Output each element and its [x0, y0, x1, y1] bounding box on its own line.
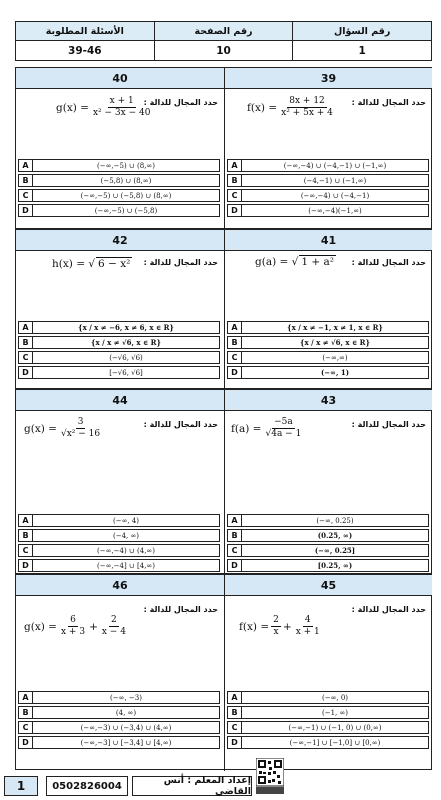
option-text: (−∞, 4): [112, 516, 140, 525]
option-a[interactable]: [227, 159, 429, 172]
options-list: [227, 691, 429, 751]
function-expression: [24, 417, 104, 440]
fraction: [59, 417, 102, 440]
question-number: 44: [16, 390, 224, 411]
option-a[interactable]: [18, 514, 220, 527]
option-text: [−√6, √6]: [109, 368, 143, 377]
option-letter: B: [228, 530, 242, 541]
option-text: (−4,−1) ∪ (−1,∞): [303, 176, 367, 185]
question-prompt: حدد المجال للدالة :: [143, 258, 218, 267]
function-name: f(x) =: [247, 101, 278, 114]
question-40: [16, 68, 224, 228]
fraction: [100, 615, 128, 638]
option-letter: A: [19, 160, 33, 171]
option-text: (−∞,−3] ∪ [−3,4] ∪ [4,∞): [80, 738, 172, 747]
option-letter: A: [19, 322, 33, 333]
option-letter: D: [228, 367, 242, 378]
option-letter: C: [19, 722, 33, 733]
option-text: (−∞,−1) ∪ (−1, 0) ∪ (0,∞): [288, 723, 382, 732]
option-text: (−∞,−4) ∪ (4,∞): [97, 546, 155, 555]
denominator: x: [273, 627, 279, 637]
option-text: (−∞,−4) ∪ (−4,−1): [300, 191, 370, 200]
options-list: [227, 321, 429, 381]
fraction: [294, 615, 322, 638]
option-d[interactable]: [18, 204, 220, 217]
function-name: g(x) =: [24, 422, 57, 435]
qr-code-icon: [256, 758, 284, 794]
question-number: 40: [16, 68, 224, 89]
fraction: [263, 417, 303, 440]
option-text: (−∞, 0): [321, 693, 349, 702]
option-letter: D: [19, 737, 33, 748]
denominator: x + 3: [60, 627, 86, 637]
option-c[interactable]: [18, 351, 220, 364]
option-a[interactable]: [18, 159, 220, 172]
option-d[interactable]: [18, 736, 220, 749]
option-c[interactable]: [18, 189, 220, 202]
options-list: [18, 691, 220, 751]
option-a[interactable]: [227, 514, 429, 527]
numerator: 6: [70, 615, 76, 625]
option-text: (−∞,−4)(−1,∞): [308, 206, 362, 215]
function-name: g(x) =: [56, 101, 89, 114]
option-letter: A: [228, 515, 242, 526]
radicand: 6 − x²: [98, 258, 131, 270]
fraction: [271, 615, 281, 638]
option-text: (−∞,−1] ∪ [−1,0] ∪ [0,∞): [289, 738, 381, 747]
option-a[interactable]: [18, 691, 220, 704]
option-text: {x / x ≠ −6, x ≠ 6, x ∈ R}: [78, 323, 174, 332]
function-expression: [56, 96, 154, 119]
option-text: (−1, ∞): [321, 708, 349, 717]
header-value: 1: [358, 44, 366, 57]
question-39: [224, 68, 432, 228]
option-text: (−∞,−5) ∪ (−5,8): [94, 206, 158, 215]
option-letter: B: [19, 530, 33, 541]
option-d[interactable]: [227, 559, 429, 572]
question-number: 46: [16, 575, 224, 596]
function-expression: [255, 255, 336, 268]
option-text: (−∞, 0.25]: [314, 546, 356, 555]
option-letter: A: [228, 322, 242, 333]
question-46: [16, 575, 224, 771]
denominator: x − 4: [101, 627, 126, 637]
plus-sign: +: [89, 620, 98, 633]
option-text: (−∞,−5) ∪ (−5,8) ∪ (8,∞): [80, 191, 172, 200]
function-name: h(x) =: [52, 257, 86, 270]
option-letter: D: [228, 205, 242, 216]
denominator: √x² − 16: [60, 429, 101, 439]
option-letter: C: [19, 190, 33, 201]
questions-grid: [15, 67, 432, 770]
denominator: √4a − 1: [265, 429, 302, 439]
option-letter: B: [19, 707, 33, 718]
option-b[interactable]: [227, 706, 429, 719]
numerator: 8x + 12: [289, 96, 325, 106]
question-prompt: حدد المجال للدالة :: [351, 605, 426, 614]
denominator: x² − 3x − 40: [92, 108, 151, 118]
option-text: {x / x ≠ −1, x ≠ 1, x ∈ R}: [287, 323, 383, 332]
option-text: (−∞,−4) ∪ (−4,−1) ∪ (−1,∞): [283, 161, 387, 170]
question-prompt: حدد المجال للدالة :: [143, 605, 218, 614]
phone-number: 0502826004: [46, 776, 128, 796]
footer: [4, 776, 436, 796]
option-letter: A: [19, 692, 33, 703]
option-letter: D: [19, 367, 33, 378]
option-d[interactable]: [18, 366, 220, 379]
option-text: (−∞,−5) ∪ (8,∞): [97, 161, 155, 170]
option-b[interactable]: [18, 706, 220, 719]
option-letter: A: [19, 515, 33, 526]
option-b[interactable]: [227, 529, 429, 542]
option-text: {x / x ≠ √6, x ∈ R}: [91, 338, 161, 347]
option-text: [0.25, ∞): [317, 561, 353, 570]
option-b[interactable]: [18, 336, 220, 349]
option-b[interactable]: [227, 336, 429, 349]
header-page-number: [154, 22, 293, 60]
header-question-number: [292, 22, 431, 60]
denominator: x² + 5x + 4: [281, 108, 333, 118]
function-expression: [24, 615, 130, 638]
numerator: 2: [273, 615, 279, 625]
function-name: f(x) =: [239, 620, 270, 633]
option-text: (−5,8) ∪ (8,∞): [100, 176, 152, 185]
question-41: [224, 230, 432, 388]
teacher-credit: إعداد المعلم : أنس القاضي: [132, 776, 252, 796]
plus-sign: +: [282, 620, 292, 633]
question-42: [16, 230, 224, 388]
option-text: (−∞, 1): [320, 368, 350, 377]
question-prompt: حدد المجال للدالة :: [351, 98, 426, 107]
fraction: [59, 615, 87, 638]
option-letter: C: [228, 545, 242, 556]
option-a[interactable]: [18, 321, 220, 334]
option-letter: B: [228, 707, 242, 718]
header-value: 10: [216, 44, 231, 57]
option-d[interactable]: [227, 736, 429, 749]
option-text: (−∞,∞): [322, 353, 348, 362]
page-number: 1: [4, 776, 38, 796]
option-c[interactable]: [18, 721, 220, 734]
option-text: (−∞,−4] ∪ [4,∞): [97, 561, 155, 570]
option-c[interactable]: [18, 544, 220, 557]
option-text: (−4, ∞): [112, 531, 140, 540]
question-44: [16, 390, 224, 573]
numerator: −5a: [274, 417, 293, 427]
numerator: 4: [304, 615, 311, 625]
option-letter: D: [19, 560, 33, 571]
header-table: [15, 21, 432, 61]
option-letter: C: [228, 722, 242, 733]
option-d[interactable]: [18, 559, 220, 572]
option-text: {x / x ≠ √6, x ∈ R}: [300, 338, 370, 347]
option-c[interactable]: [227, 721, 429, 734]
function-name: g(a) =: [255, 255, 289, 268]
radicand: 1 + a²: [301, 256, 334, 268]
question-prompt: حدد المجال للدالة :: [351, 420, 426, 429]
option-letter: D: [228, 737, 242, 748]
radical-sign: √: [288, 255, 299, 268]
function-name: f(a) =: [231, 422, 262, 435]
function-name: g(x) =: [24, 620, 57, 633]
option-a[interactable]: [227, 691, 429, 704]
radical-sign: √: [85, 257, 96, 270]
options-list: [18, 321, 220, 381]
function-expression: [52, 257, 132, 270]
option-letter: D: [228, 560, 242, 571]
question-number: 43: [225, 390, 432, 411]
option-d[interactable]: [227, 204, 429, 217]
header-title: رقم الصفحة: [155, 22, 293, 41]
option-text: (4, ∞): [115, 708, 137, 717]
question-prompt: حدد المجال للدالة :: [143, 98, 218, 107]
option-d[interactable]: [227, 366, 429, 379]
question-43: [224, 390, 432, 573]
option-c[interactable]: [227, 351, 429, 364]
option-letter: C: [228, 352, 242, 363]
fraction: [279, 96, 335, 119]
option-text: (−∞, 0.25): [316, 516, 354, 525]
denominator: x + 1: [295, 627, 320, 637]
option-letter: A: [228, 692, 242, 703]
question-number: 42: [16, 230, 224, 251]
option-letter: C: [228, 190, 242, 201]
numerator: x + 1: [109, 96, 134, 106]
option-a[interactable]: [227, 321, 429, 334]
header-required-questions: [16, 22, 154, 60]
option-c[interactable]: [227, 544, 429, 557]
question-number: 39: [225, 68, 432, 89]
option-letter: A: [228, 160, 242, 171]
question-number: 45: [225, 575, 432, 596]
option-letter: B: [228, 337, 242, 348]
header-title: رقم السؤال: [293, 22, 431, 41]
option-letter: C: [19, 545, 33, 556]
header-value: 39-46: [68, 44, 102, 57]
option-text: (−√6, √6): [109, 353, 143, 362]
fraction: [91, 96, 152, 119]
options-list: [227, 514, 429, 574]
function-expression: [247, 96, 337, 119]
option-text: (−∞,−3) ∪ (−3,4) ∪ (4,∞): [80, 723, 172, 732]
option-text: (0.25, ∞): [317, 531, 353, 540]
option-letter: D: [19, 205, 33, 216]
header-title: الأسئلة المطلوبة: [16, 22, 154, 41]
options-list: [18, 514, 220, 574]
option-letter: B: [228, 175, 242, 186]
option-c[interactable]: [227, 189, 429, 202]
function-expression: [239, 615, 324, 638]
option-b[interactable]: [227, 174, 429, 187]
question-number: 41: [225, 230, 432, 251]
option-letter: B: [19, 337, 33, 348]
option-text: (−∞, −3): [110, 693, 142, 702]
option-b[interactable]: [18, 529, 220, 542]
question-prompt: حدد المجال للدالة :: [351, 258, 426, 267]
options-list: [227, 159, 429, 219]
function-expression: [231, 417, 305, 440]
option-letter: B: [19, 175, 33, 186]
options-list: [18, 159, 220, 219]
question-45: [224, 575, 432, 771]
numerator: 3: [77, 417, 84, 427]
question-prompt: حدد المجال للدالة :: [143, 420, 218, 429]
option-b[interactable]: [18, 174, 220, 187]
numerator: 2: [111, 615, 117, 625]
option-letter: C: [19, 352, 33, 363]
